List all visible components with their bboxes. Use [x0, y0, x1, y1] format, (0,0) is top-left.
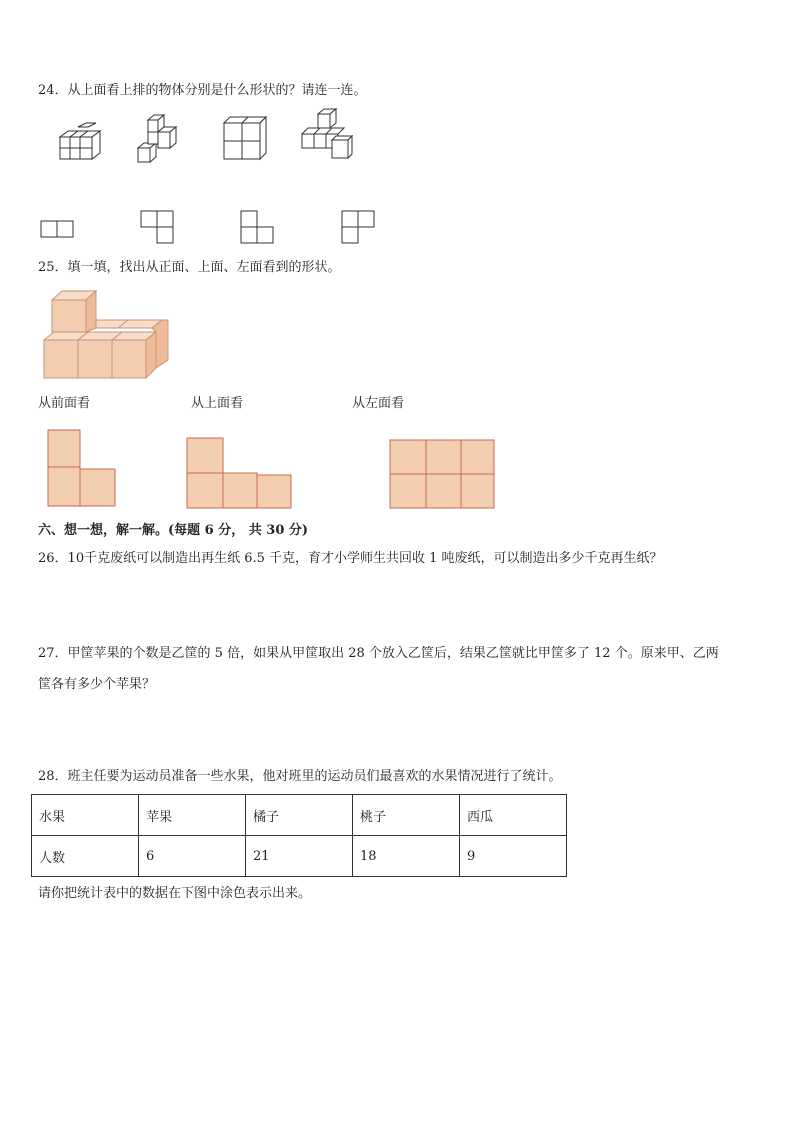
q24-figure-3	[222, 115, 272, 160]
q24-figure-1	[56, 123, 106, 168]
q28-instruction: 请你把统计表中的数据在下图中涂色表示出来。	[38, 886, 312, 901]
q24-text: 24．从上面看上排的物体分别是什么形状的？请连一连。	[38, 83, 367, 98]
section-6-title: 六、想一想，解一解。(每题 6 分， 共 30 分)	[38, 523, 309, 538]
table-header-cell: 西瓜	[460, 795, 567, 836]
q24-shape-3	[240, 210, 280, 250]
q24-figure-2	[136, 114, 186, 164]
q24-shape-2	[140, 210, 180, 250]
q25-view-left	[389, 439, 497, 511]
table-header-cell: 桃子	[353, 795, 460, 836]
q24-shape-1	[40, 220, 80, 240]
table-header-cell: 苹果	[139, 795, 246, 836]
q25-view-front	[47, 429, 119, 509]
q25-label-top: 从上面看	[191, 396, 244, 411]
table-header-cell: 水果	[32, 795, 139, 836]
q25-cube-figure	[42, 288, 182, 388]
q25-view-top	[186, 437, 294, 511]
q24-shape-4	[341, 210, 381, 250]
table-cell: 18	[353, 836, 460, 877]
q24-figure-4	[300, 108, 360, 163]
table-row	[32, 836, 567, 877]
q25-label-left: 从左面看	[352, 396, 405, 411]
table-row	[32, 795, 567, 836]
table-cell: 人数	[32, 836, 139, 877]
q26-text: 26．10千克废纸可以制造出再生纸 6.5 千克，育才小学师生共回收 1 吨废纸，可以制造出多少千克再生纸？	[38, 551, 663, 566]
table-header-cell: 橘子	[246, 795, 353, 836]
q28-text: 28．班主任要为运动员准备一些水果，他对班里的运动员们最喜欢的水果情况进行了统计。	[38, 769, 562, 784]
fruit-stats-table	[31, 794, 567, 877]
table-cell: 21	[246, 836, 353, 877]
q25-text: 25．填一填，找出从正面、上面、左面看到的形状。	[38, 260, 341, 275]
table-cell: 6	[139, 836, 246, 877]
q25-label-front: 从前面看	[38, 396, 91, 411]
table-cell: 9	[460, 836, 567, 877]
q27-text-line2: 筐各有多少个苹果？	[38, 677, 156, 692]
q27-text-line1: 27．甲筐苹果的个数是乙筐的 5 倍，如果从甲筐取出 28 个放入乙筐后，结果乙筐就比甲筐多了 12 个。原来甲、乙两	[38, 646, 719, 661]
